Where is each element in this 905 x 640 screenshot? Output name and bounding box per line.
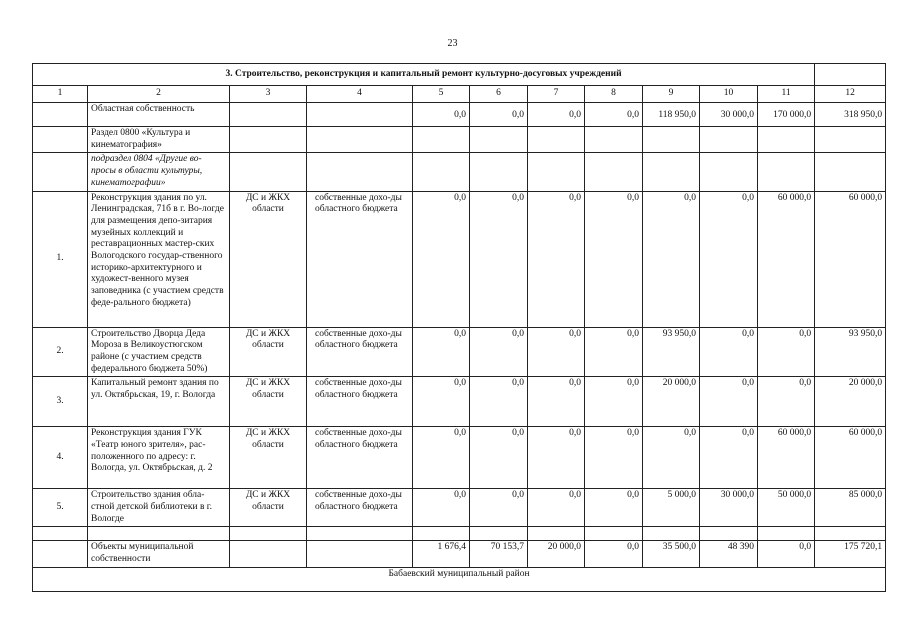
value-col-10: 0,0	[700, 377, 758, 427]
value-col-9	[643, 527, 700, 541]
row-number: 5.	[33, 489, 88, 527]
column-number-4: 4	[307, 86, 413, 103]
value-col-7: 0,0	[528, 327, 585, 377]
row-number: 1.	[33, 191, 88, 327]
row-number: 2.	[33, 327, 88, 377]
column-number-1: 1	[33, 86, 88, 103]
value-col-5: 0,0	[413, 377, 470, 427]
value-col-8	[585, 527, 643, 541]
value-col-11	[758, 127, 815, 153]
column-number-12: 12	[815, 86, 886, 103]
value-col-11: 170 000,0	[758, 103, 815, 127]
object-name: Объекты муниципальной собственности	[88, 541, 230, 567]
row-number: 3.	[33, 377, 88, 427]
column-number-6: 6	[470, 86, 528, 103]
value-col-6: 70 153,7	[470, 541, 528, 567]
executor	[230, 153, 307, 191]
row-number	[33, 541, 88, 567]
value-col-12: 60 000,0	[815, 191, 886, 327]
table-row	[33, 541, 886, 567]
executor: ДС и ЖКХ области	[230, 427, 307, 489]
value-col-7: 0,0	[528, 489, 585, 527]
column-number-2: 2	[88, 86, 230, 103]
value-col-11	[758, 527, 815, 541]
value-col-6: 0,0	[470, 191, 528, 327]
table-row	[33, 377, 886, 427]
object-name: Капитальный ремонт здания по ул. Октябрьская, 19, г. Вологда	[88, 377, 230, 427]
table-row	[33, 489, 886, 527]
value-col-8: 0,0	[585, 103, 643, 127]
object-name: Областная собственность	[88, 103, 230, 127]
funding-source	[307, 153, 413, 191]
executor	[230, 527, 307, 541]
funding-source	[307, 527, 413, 541]
value-col-5: 0,0	[413, 427, 470, 489]
district-heading: Бабаевский муниципальный район	[33, 567, 886, 591]
value-col-7: 20 000,0	[528, 541, 585, 567]
value-col-6: 0,0	[470, 327, 528, 377]
value-col-9: 0,0	[643, 427, 700, 489]
value-col-10	[700, 527, 758, 541]
column-number-11: 11	[758, 86, 815, 103]
column-number-5: 5	[413, 86, 470, 103]
value-col-5: 0,0	[413, 191, 470, 327]
value-col-9: 5 000,0	[643, 489, 700, 527]
column-number-9: 9	[643, 86, 700, 103]
row-number	[33, 153, 88, 191]
funding-source: собственные дохо-ды областного бюджета	[307, 427, 413, 489]
value-col-12: 93 950,0	[815, 327, 886, 377]
value-col-11: 60 000,0	[758, 427, 815, 489]
budget-table	[32, 63, 886, 592]
row-number	[33, 527, 88, 541]
value-col-5: 1 676,4	[413, 541, 470, 567]
value-col-5	[413, 527, 470, 541]
section-title: 3. Строительство, реконструкция и капитальный ремонт культурно-досуговых учреждений	[33, 64, 815, 86]
column-number-8: 8	[585, 86, 643, 103]
value-col-8: 0,0	[585, 327, 643, 377]
object-name: Реконструкция здания ГУК «Театр юного зрителя», рас-положенного по адресу: г. Вологда, ул. Октябрьская, д. 2	[88, 427, 230, 489]
value-col-6	[470, 527, 528, 541]
value-col-8: 0,0	[585, 377, 643, 427]
value-col-9: 118 950,0	[643, 103, 700, 127]
row-number: 4.	[33, 427, 88, 489]
value-col-9: 35 500,0	[643, 541, 700, 567]
value-col-10	[700, 127, 758, 153]
value-col-7	[528, 153, 585, 191]
value-col-7: 0,0	[528, 191, 585, 327]
object-name: подраздел 0804 «Другие во-просы в области культуры, кинематографии»	[88, 153, 230, 191]
value-col-12: 20 000,0	[815, 377, 886, 427]
value-col-11: 50 000,0	[758, 489, 815, 527]
value-col-6	[470, 153, 528, 191]
value-col-9: 20 000,0	[643, 377, 700, 427]
object-name: Строительство Дворца Деда Мороза в Великоустюгском районе (с участием средств федерального бюджета 50%)	[88, 327, 230, 377]
funding-source	[307, 103, 413, 127]
table-row	[33, 153, 886, 191]
section-title-spacer	[815, 64, 886, 86]
value-col-5	[413, 153, 470, 191]
object-name: Реконструкция здания по ул. Ленинградская, 71б в г. Во-логде для размещения депо-зитария музейных коллекций и реставрационных мастер-ских Вологодского государ-ственного историко-архитектурного и художест-венного музея заповедника (с участием средств феде-рального бюджета)	[88, 191, 230, 327]
executor: ДС и ЖКХ области	[230, 327, 307, 377]
value-col-10	[700, 153, 758, 191]
value-col-6	[470, 127, 528, 153]
value-col-5: 0,0	[413, 103, 470, 127]
executor	[230, 103, 307, 127]
executor: ДС и ЖКХ области	[230, 489, 307, 527]
value-col-7: 0,0	[528, 427, 585, 489]
value-col-9	[643, 127, 700, 153]
value-col-7	[528, 527, 585, 541]
table-row	[33, 191, 886, 327]
value-col-7: 0,0	[528, 377, 585, 427]
footer-row	[33, 567, 886, 591]
table-row	[33, 103, 886, 127]
executor: ДС и ЖКХ области	[230, 191, 307, 327]
funding-source: собственные дохо-ды областного бюджета	[307, 327, 413, 377]
value-col-7	[528, 127, 585, 153]
funding-source: собственные дохо-ды областного бюджета	[307, 191, 413, 327]
value-col-12: 318 950,0	[815, 103, 886, 127]
table-row	[33, 427, 886, 489]
value-col-10: 48 390	[700, 541, 758, 567]
value-col-6: 0,0	[470, 489, 528, 527]
column-number-10: 10	[700, 86, 758, 103]
value-col-8: 0,0	[585, 489, 643, 527]
column-number-7: 7	[528, 86, 585, 103]
section-title-row	[33, 64, 886, 86]
value-col-10: 0,0	[700, 427, 758, 489]
value-col-8: 0,0	[585, 191, 643, 327]
table-row	[33, 127, 886, 153]
funding-source: собственные дохо-ды областного бюджета	[307, 489, 413, 527]
funding-source: собственные дохо-ды областного бюджета	[307, 377, 413, 427]
value-col-6: 0,0	[470, 377, 528, 427]
value-col-5	[413, 127, 470, 153]
value-col-11: 0,0	[758, 377, 815, 427]
value-col-12: 60 000,0	[815, 427, 886, 489]
object-name: Раздел 0800 «Культура и кинематография»	[88, 127, 230, 153]
value-col-12: 85 000,0	[815, 489, 886, 527]
value-col-12: 175 720,1	[815, 541, 886, 567]
value-col-11: 60 000,0	[758, 191, 815, 327]
value-col-10: 0,0	[700, 327, 758, 377]
value-col-10: 30 000,0	[700, 489, 758, 527]
value-col-8	[585, 153, 643, 191]
value-col-9: 93 950,0	[643, 327, 700, 377]
value-col-12	[815, 153, 886, 191]
page-number: 23	[447, 38, 458, 49]
row-number	[33, 127, 88, 153]
value-col-7: 0,0	[528, 103, 585, 127]
executor: ДС и ЖКХ области	[230, 377, 307, 427]
column-numbers-row	[33, 86, 886, 103]
value-col-11: 0,0	[758, 327, 815, 377]
value-col-5: 0,0	[413, 327, 470, 377]
table-row	[33, 527, 886, 541]
value-col-11: 0,0	[758, 541, 815, 567]
executor	[230, 127, 307, 153]
executor	[230, 541, 307, 567]
value-col-9	[643, 153, 700, 191]
value-col-8: 0,0	[585, 427, 643, 489]
value-col-8: 0,0	[585, 541, 643, 567]
value-col-10: 30 000,0	[700, 103, 758, 127]
row-number	[33, 103, 88, 127]
value-col-10: 0,0	[700, 191, 758, 327]
value-col-8	[585, 127, 643, 153]
value-col-5: 0,0	[413, 489, 470, 527]
funding-source	[307, 127, 413, 153]
value-col-6: 0,0	[470, 427, 528, 489]
column-number-3: 3	[230, 86, 307, 103]
value-col-6: 0,0	[470, 103, 528, 127]
object-name: Строительство здания обла-стной детской библиотеки в г. Вологде	[88, 489, 230, 527]
object-name	[88, 527, 230, 541]
value-col-12	[815, 527, 886, 541]
value-col-12	[815, 127, 886, 153]
table-row	[33, 327, 886, 377]
value-col-11	[758, 153, 815, 191]
funding-source	[307, 541, 413, 567]
value-col-9: 0,0	[643, 191, 700, 327]
